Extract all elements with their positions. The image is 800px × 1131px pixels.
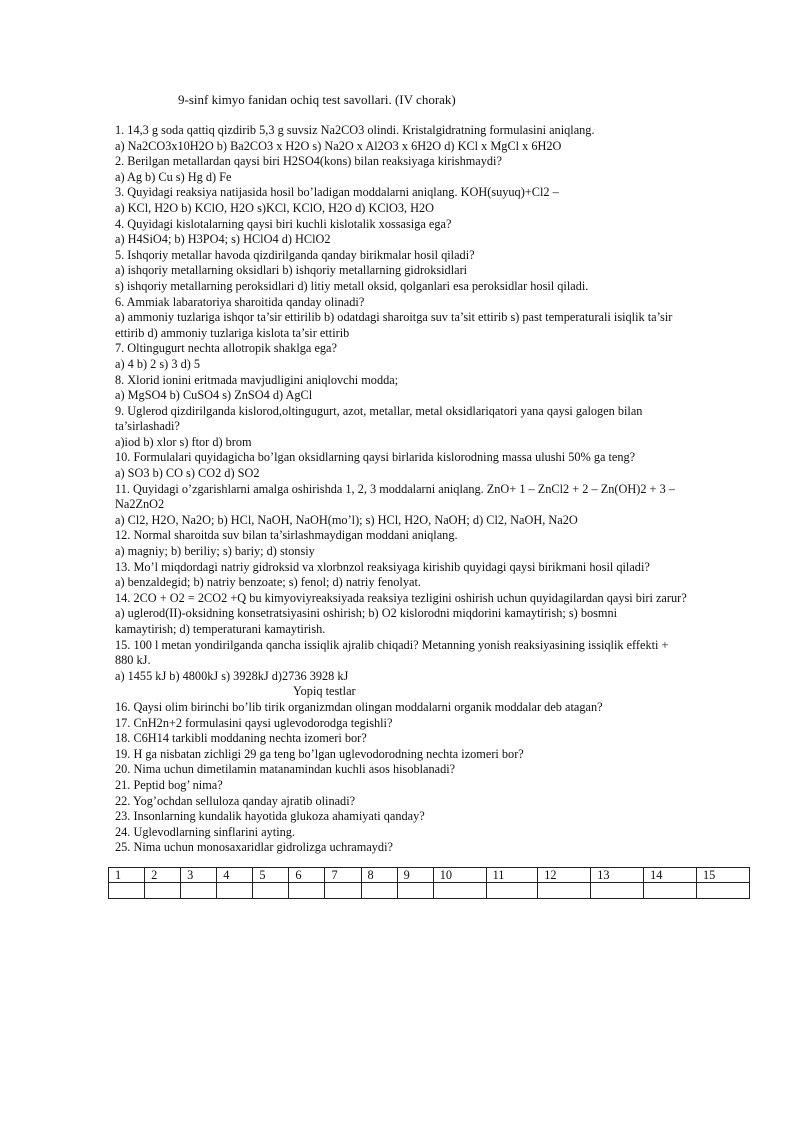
answer-grid-table: [108, 867, 750, 899]
answer-grid-header-cell: 1: [109, 868, 145, 883]
question-line: 880 kJ.: [115, 653, 151, 668]
answer-grid-blank-cell[interactable]: [591, 883, 644, 899]
question-line: 12. Normal sharoitda suv bilan ta’sirlashmaydigan moddani aniqlang.: [115, 528, 458, 543]
section-heading-closed-tests: Yopiq testlar: [293, 684, 356, 699]
question-line: a) magniy; b) beriliy; s) bariy; d) stonsiy: [115, 544, 315, 559]
answer-grid-header-cell: 7: [325, 868, 361, 883]
question-line: a) Na2CO3x10H2O b) Ba2CO3 x H2O s) Na2O x Al2O3 x 6H2O d) KCl x MgCl x 6H2O: [115, 138, 562, 153]
question-line: 22. Yog’ochdan selluloza qanday ajratib olinadi?: [115, 793, 356, 808]
question-line: a) MgSO4 b) CuSO4 s) ZnSO4 d) AgCl: [115, 388, 313, 403]
question-line: 7. Oltingugurt nechta allotropik shaklga ega?: [115, 341, 337, 356]
question-line: 17. CnH2n+2 formulasini qaysi uglevodorodga tegishli?: [115, 715, 393, 730]
answer-grid-header-row: [109, 868, 750, 883]
question-line: 5. Ishqoriy metallar havoda qizdirilganda qanday birikmalar hosil qiladi?: [115, 247, 475, 262]
answer-grid-blank-cell[interactable]: [325, 883, 361, 899]
answer-grid-header-cell: 4: [217, 868, 253, 883]
question-line: 9. Uglerod qizdirilganda kislorod,oltingugurt, azot, metallar, metal oksidlariqatori yana qaysi galogen bilan: [115, 403, 643, 418]
question-line: 14. 2CO + O2 = 2CO2 +Q bu kimyoviyreaksiyada reaksiya tezligini oshirish uchun quyidagilardan qaysi biri zarur?: [115, 590, 687, 605]
question-line: ettirib d) ammoniy tuzlariga kislota ta’sir ettirib: [115, 325, 350, 340]
question-line: a) uglerod(II)-oksidning konsetratsiyasini oshirish; b) O2 kislorodni miqdorini kamaytirish; s) bosmni: [115, 606, 618, 621]
answer-grid-blank-cell[interactable]: [397, 883, 433, 899]
question-line: ta’sirlashadi?: [115, 419, 180, 434]
question-line: 20. Nima uchun dimetilamin matanamindan kuchli asos hisoblanadi?: [115, 762, 456, 777]
answer-grid-header-cell: 2: [145, 868, 181, 883]
answer-grid-header-cell: 8: [361, 868, 397, 883]
question-line: 25. Nima uchun monosaxaridlar gidrolizga uchramaydi?: [115, 840, 393, 855]
question-line: a) ishqoriy metallarning oksidlari b) ishqoriy metallarning gidroksidlari: [115, 263, 468, 278]
question-line: 6. Ammiak labaratoriya sharoitida qanday olinadi?: [115, 294, 365, 309]
question-line: a) 1455 kJ b) 4800kJ s) 3928kJ d)2736 3928 kJ: [115, 668, 349, 683]
answer-grid-header-cell: 10: [433, 868, 486, 883]
question-line: 21. Peptid bog’ nima?: [115, 777, 223, 792]
answer-grid-blank-cell[interactable]: [361, 883, 397, 899]
answer-grid-header-cell: 13: [591, 868, 644, 883]
answer-grid-blank-cell[interactable]: [538, 883, 591, 899]
question-line: s) ishqoriy metallarning peroksidlari d) litiy metall oksid, qolganlari esa peroksidlar hosil qiladi.: [115, 278, 589, 293]
question-line: 4. Quyidagi kislotalarning qaysi biri kuchli kislotalik xossasiga ega?: [115, 216, 452, 231]
question-line: a) H4SiO4; b) H3PO4; s) HClO4 d) HClO2: [115, 232, 331, 247]
answer-grid-blank-cell[interactable]: [109, 883, 145, 899]
question-line: a) SO3 b) CO s) CO2 d) SO2: [115, 466, 260, 481]
answer-grid-blank-cell[interactable]: [697, 883, 750, 899]
question-line: a)iod b) xlor s) ftor d) brom: [115, 434, 252, 449]
answer-grid-header-cell: 6: [289, 868, 325, 883]
question-line: 8. Xlorid ionini eritmada mavjudligini aniqlovchi modda;: [115, 372, 399, 387]
answer-grid-header-cell: 9: [397, 868, 433, 883]
question-line: 13. Mo’l miqdordagi natriy gidroksid va xlorbnzol reaksiyaga kirishib quyidagi qaysi birikmani hosil qiladi?: [115, 559, 650, 574]
answer-grid-header-cell: 12: [538, 868, 591, 883]
question-line: 18. C6H14 tarkibli moddaning nechta izomeri bor?: [115, 731, 367, 746]
answer-grid-blank-cell[interactable]: [253, 883, 289, 899]
question-line: 19. H ga nisbatan zichligi 29 ga teng bo’lgan uglevodorodning nechta izomeri bor?: [115, 746, 524, 761]
question-line: 3. Quyidagi reaksiya natijasida hosil bo’ladigan moddalarni aniqlang. KOH(suyuq)+Cl2 –: [115, 185, 559, 200]
answer-grid-blank-cell[interactable]: [644, 883, 697, 899]
answer-grid-header-cell: 3: [181, 868, 217, 883]
question-line: kamaytirish; d) temperaturani kamaytirish.: [115, 622, 326, 636]
answer-grid-header-cell: 11: [486, 868, 538, 883]
question-line: 24. Uglevodlarning sinflarini ayting.: [115, 824, 295, 839]
question-line: 1. 14,3 g soda qattiq qizdirib 5,3 g suvsiz Na2CO3 olindi. Kristalgidratning formulasini aniqlang.: [115, 123, 595, 137]
question-line: Na2ZnO2: [115, 497, 165, 512]
question-line: a) benzaldegid; b) natriy benzoate; s) fenol; d) natriy fenolyat.: [115, 575, 421, 590]
test-questions-body: [115, 123, 755, 856]
question-line: 10. Formulalari quyidagicha bo’lgan oksidlarning qaysi birlarida kislorodning massa ulushi 50% ga teng?: [115, 450, 636, 465]
question-line: 23. Insonlarning kundalik hayotida glukoza ahamiyati qanday?: [115, 809, 425, 824]
question-line: a) Ag b) Cu s) Hg d) Fe: [115, 169, 232, 184]
question-line: a) Cl2, H2O, Na2O; b) HCl, NaOH, NaOH(mo’l); s) HCl, H2O, NaOH; d) Cl2, NaOH, Na2O: [115, 512, 578, 527]
answer-grid-blank-cell[interactable]: [181, 883, 217, 899]
answer-grid-blank-cell[interactable]: [145, 883, 181, 899]
answer-grid-blank-cell[interactable]: [433, 883, 486, 899]
answer-grid-header-cell: 15: [697, 868, 750, 883]
answer-grid-blank-cell[interactable]: [289, 883, 325, 899]
question-line: 15. 100 l metan yondirilganda qancha issiqlik ajralib chiqadi? Metanning yonish reaksiyasining issiqlik effekti +: [115, 637, 669, 652]
question-line: 2. Berilgan metallardan qaysi biri H2SO4(kons) bilan reaksiyaga kirishmaydi?: [115, 154, 502, 169]
answer-grid-blank-cell[interactable]: [217, 883, 253, 899]
answer-grid-blank-row: [109, 883, 750, 899]
answer-grid-header-cell: 14: [644, 868, 697, 883]
question-line: a) 4 b) 2 s) 3 d) 5: [115, 356, 201, 371]
question-line: 11. Quyidagi o’zgarishlarni amalga oshirishda 1, 2, 3 moddalarni aniqlang. ZnO+ 1 – ZnCl2 + 2 – Zn(OH)2 + 3 –: [115, 481, 675, 496]
answer-grid-header-cell: 5: [253, 868, 289, 883]
question-line: a) ammoniy tuzlariga ishqor ta’sir ettirilib b) odatdagi sharoitga suv ta’sit ettirib s) past temperaturali isiqlik ta’sir: [115, 310, 673, 325]
question-line: a) KCl, H2O b) KClO, H2O s)KCl, KClO, H2O d) KClO3, H2O: [115, 200, 435, 215]
question-line: 16. Qaysi olim birinchi bo’lib tirik organizmdan olingan moddalarni organik moddalar deb atagan?: [115, 699, 603, 714]
answer-grid-blank-cell[interactable]: [486, 883, 538, 899]
page-title: 9-sinf kimyo fanidan ochiq test savollari. (IV chorak): [178, 92, 456, 107]
